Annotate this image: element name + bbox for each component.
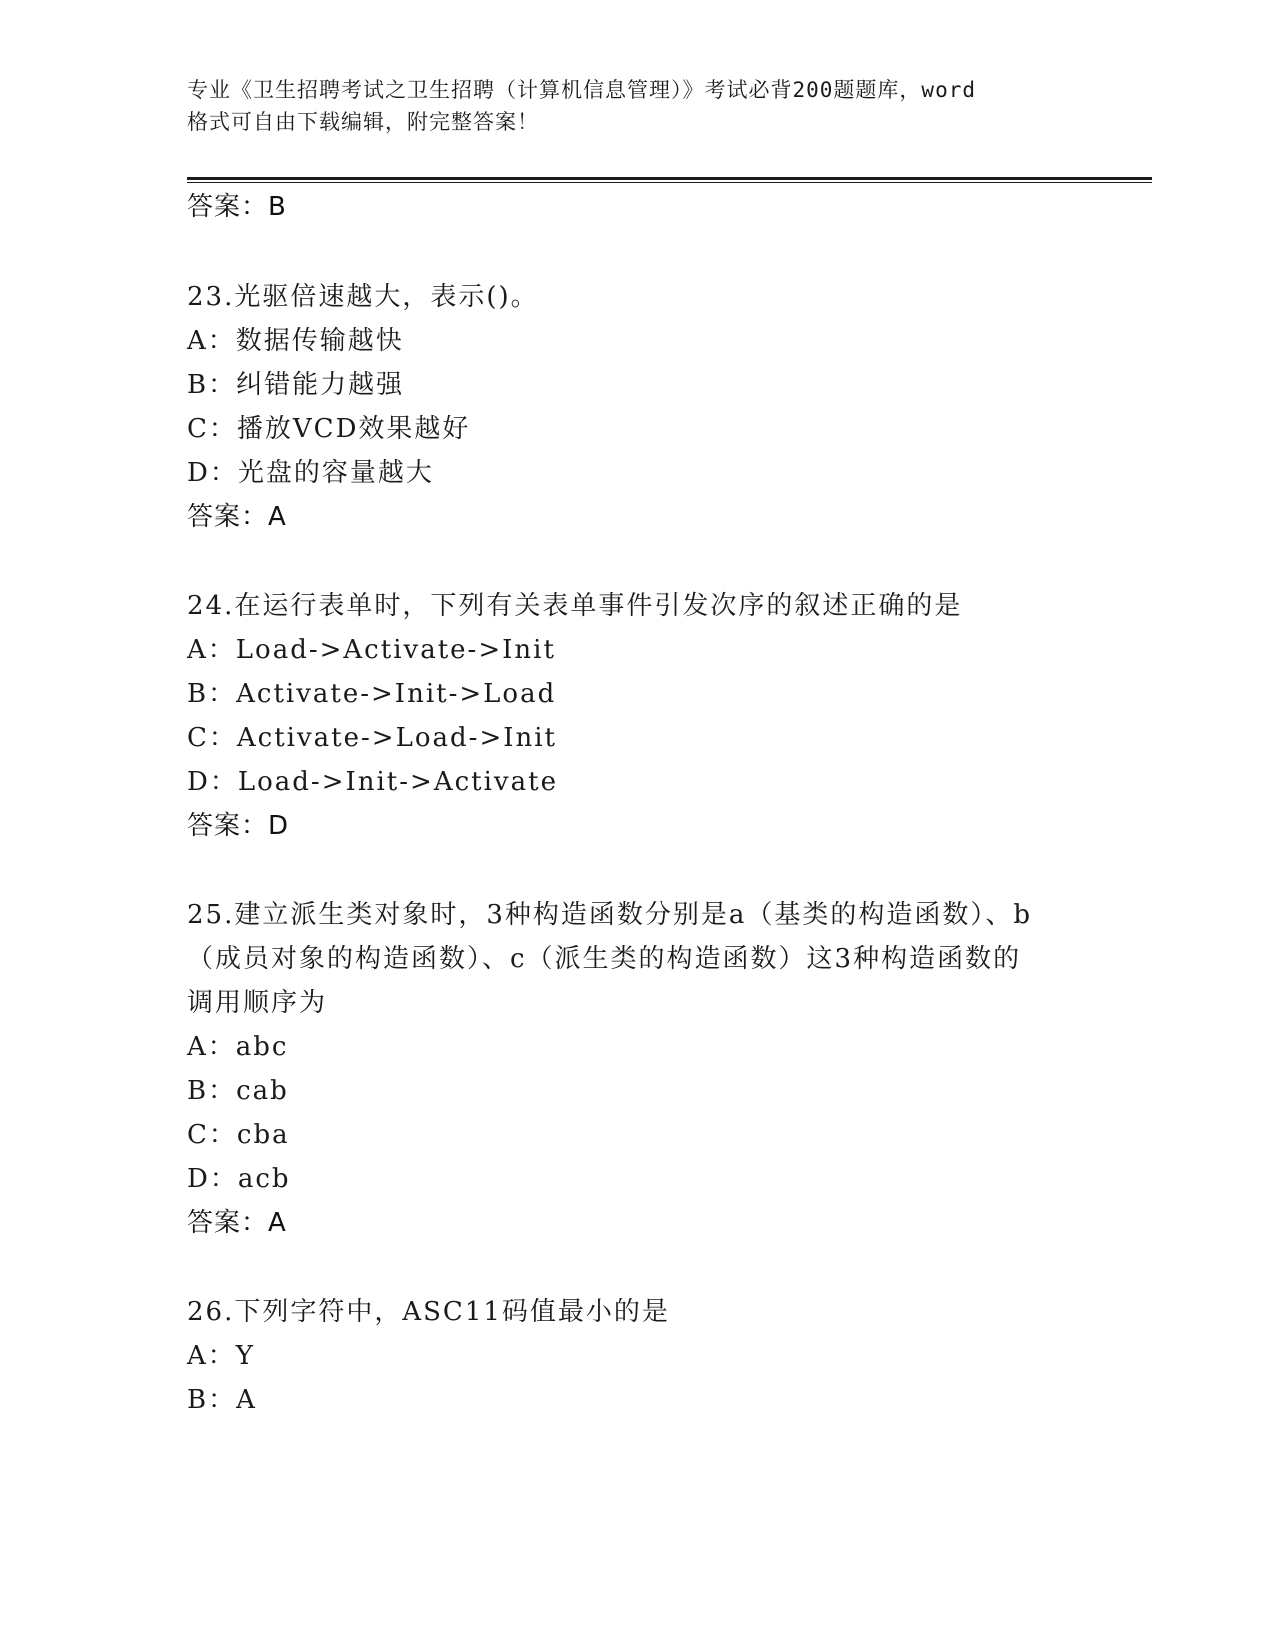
question-23-option-d: D：光盘的容量越大 [187,458,434,488]
question-26-option-b: B：A [187,1385,257,1415]
question-25-option-b: B：cab [187,1076,289,1106]
question-23-option-c: C：播放VCD效果越好 [187,414,471,444]
question-25-stem-line-3: 调用顺序为 [187,988,328,1018]
question-23-option-a: A：数据传输越快 [187,326,404,356]
document-header [187,74,1087,138]
header-divider-thick [187,177,1152,180]
question-26-option-a: A：Y [187,1341,255,1371]
question-24-option-b: B：Activate->Init->Load [187,679,557,709]
header-line-1: 专业《卫生招聘考试之卫生招聘（计算机信息管理）》考试必背200题题库，word [187,78,976,102]
question-25-stem-line-2: （成员对象的构造函数）、c（派生类的构造函数）这3种构造函数的 [187,944,1022,974]
question-26-stem: 26.下列字符中，ASC11码值最小的是 [187,1297,670,1327]
header-divider-thin [187,182,1152,183]
question-23-answer: 答案：A [187,502,287,532]
question-25-answer: 答案：A [187,1208,287,1238]
question-25-option-d: D：acb [187,1164,291,1194]
question-24-stem: 24.在运行表单时，下列有关表单事件引发次序的叙述正确的是 [187,591,963,621]
header-line-2: 格式可自由下载编辑，附完整答案！ [187,110,539,134]
previous-answer: 答案：B [187,192,287,222]
question-23-option-b: B：纠错能力越强 [187,370,405,400]
question-23-stem: 23.光驱倍速越大，表示()。 [187,282,539,312]
question-25-option-c: C：cba [187,1120,290,1150]
question-24-option-c: C：Activate->Load->Init [187,723,558,753]
question-25-stem-line-1: 25.建立派生类对象时，3种构造函数分别是a（基类的构造函数）、b [187,900,1033,930]
question-24-option-d: D：Load->Init->Activate [187,767,558,797]
question-24-answer: 答案：D [187,811,290,841]
question-24-option-a: A：Load->Activate->Init [187,635,556,665]
question-25-option-a: A：abc [187,1032,289,1062]
